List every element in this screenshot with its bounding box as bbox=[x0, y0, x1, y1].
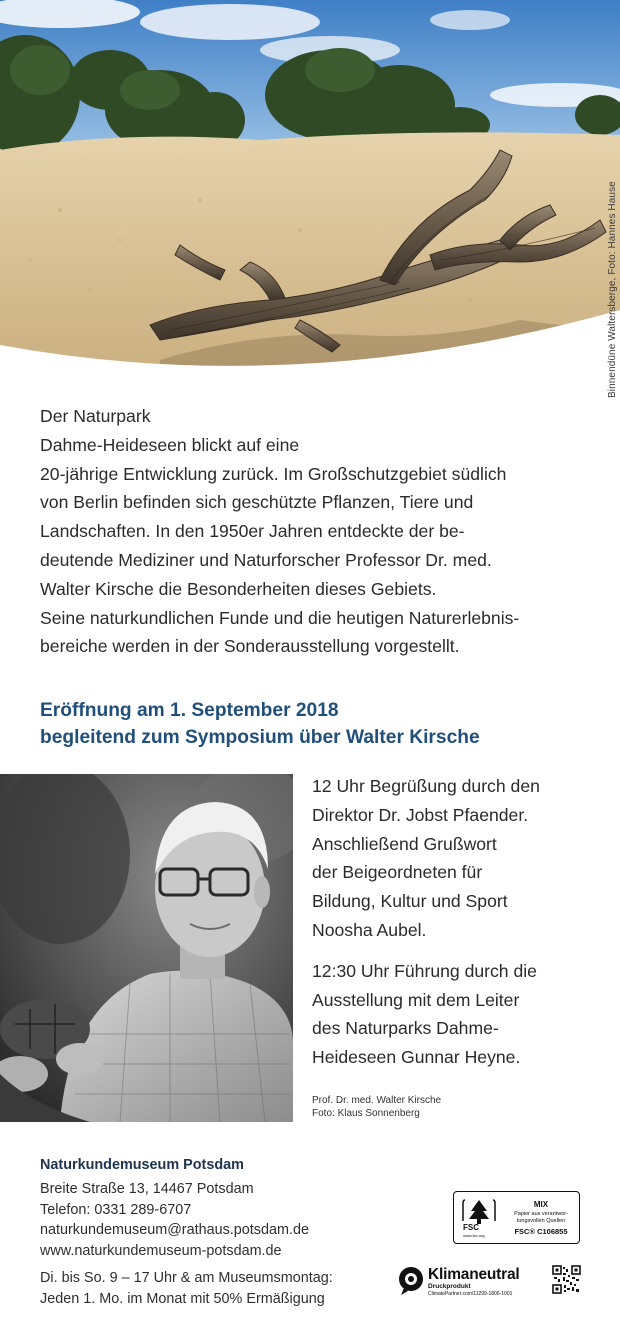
portrait-photo bbox=[0, 774, 293, 1122]
hero-photo bbox=[0, 0, 620, 395]
dune-landscape-image bbox=[0, 0, 620, 395]
intro-line: Walter Kirsche die Besonderheiten dieses Gebiets. bbox=[40, 578, 437, 599]
walter-kirsche-portrait-image bbox=[0, 774, 293, 1122]
fsc-logo-text: FSC bbox=[463, 1223, 479, 1232]
fsc-label bbox=[453, 1191, 580, 1244]
discount-note: Jeden 1. Mo. im Monat mit 50% Ermäßigung bbox=[40, 1290, 325, 1307]
schedule-welcome bbox=[312, 772, 612, 945]
event-heading bbox=[40, 697, 600, 751]
schedule-line: Bildung, Kultur und Sport bbox=[312, 891, 508, 912]
climate-partner-icon bbox=[398, 1266, 424, 1296]
intro-line: von Berlin befinden sich geschützte Pflanzen, Tiere und bbox=[40, 492, 474, 513]
schedule-line: Heideseen Gunnar Heyne. bbox=[312, 1047, 521, 1068]
event-heading-line: begleitend zum Symposium über Walter Kirsche bbox=[40, 727, 480, 748]
schedule bbox=[312, 772, 612, 1072]
portrait-caption bbox=[312, 1094, 441, 1120]
phone: Telefon: 0331 289-6707 bbox=[40, 1201, 192, 1218]
photo-credit: Binnendüne Waltersberge, Foto: Hannes Hause bbox=[607, 181, 618, 398]
schedule-line: Ausstellung mit dem Leiter bbox=[312, 989, 520, 1010]
schedule-line: Anschließend Grußwort bbox=[312, 833, 497, 854]
portrait-caption-credit: Foto: Klaus Sonnenberg bbox=[312, 1108, 420, 1119]
intro-line: deutende Mediziner und Naturforscher Professor Dr. med. bbox=[40, 549, 492, 570]
intro-line: bereiche werden in der Sonderausstellung vorgestellt. bbox=[40, 636, 460, 657]
opening-hours: Di. bis So. 9 – 17 Uhr & am Museumsmontag: bbox=[40, 1270, 333, 1286]
intro-line: Der Naturpark bbox=[40, 406, 151, 426]
schedule-line: 12:30 Uhr Führung durch die bbox=[312, 960, 537, 981]
intro-line: Landschaften. In den 1950er Jahren entdeckte der be- bbox=[40, 521, 465, 542]
fsc-url: www.fsc.org bbox=[463, 1233, 485, 1238]
event-heading-line: Eröffnung am 1. September 2018 bbox=[40, 700, 339, 721]
klimaneutral-id: ClimatePartner.com/11299-1806-1001 bbox=[428, 1291, 513, 1297]
email-link[interactable]: naturkundemuseum@rathaus.potsdam.de bbox=[40, 1222, 309, 1238]
fsc-code: FSC® C106855 bbox=[514, 1227, 568, 1236]
qr-code-icon bbox=[552, 1265, 581, 1294]
klimaneutral-title: Klimaneutral bbox=[428, 1266, 520, 1283]
klimaneutral-label bbox=[398, 1264, 582, 1304]
schedule-line: Direktor Dr. Jobst Pfaender. bbox=[312, 804, 529, 825]
intro-paragraph bbox=[40, 402, 580, 661]
schedule-line: des Naturparks Dahme- bbox=[312, 1018, 499, 1039]
portrait-caption-name: Prof. Dr. med. Walter Kirsche bbox=[312, 1095, 442, 1106]
schedule-tour bbox=[312, 957, 612, 1072]
footer-contact bbox=[40, 1155, 380, 1309]
schedule-line: der Beigeordneten für bbox=[312, 862, 483, 883]
fsc-description: Papier aus verantwor-tungsvollen Quellen bbox=[514, 1211, 568, 1224]
intro-line: Dahme-Heideseen blickt auf eine bbox=[40, 434, 300, 455]
klimaneutral-subtitle: Druckprodukt bbox=[428, 1283, 471, 1290]
address: Breite Straße 13, 14467 Potsdam bbox=[40, 1181, 254, 1197]
schedule-line: 12 Uhr Begrüßung durch den bbox=[312, 776, 540, 796]
schedule-line: Noosha Aubel. bbox=[312, 919, 427, 940]
intro-line: 20-jährige Entwicklung zurück. Im Großschutzgebiet südlich bbox=[40, 463, 507, 484]
museum-name: Naturkundemuseum Potsdam bbox=[40, 1157, 244, 1173]
website-link[interactable]: www.naturkundemuseum-potsdam.de bbox=[40, 1242, 282, 1259]
intro-line: Seine naturkundlichen Funde und die heutigen Naturerlebnis- bbox=[40, 607, 520, 628]
fsc-mix: MIX bbox=[533, 1200, 549, 1209]
